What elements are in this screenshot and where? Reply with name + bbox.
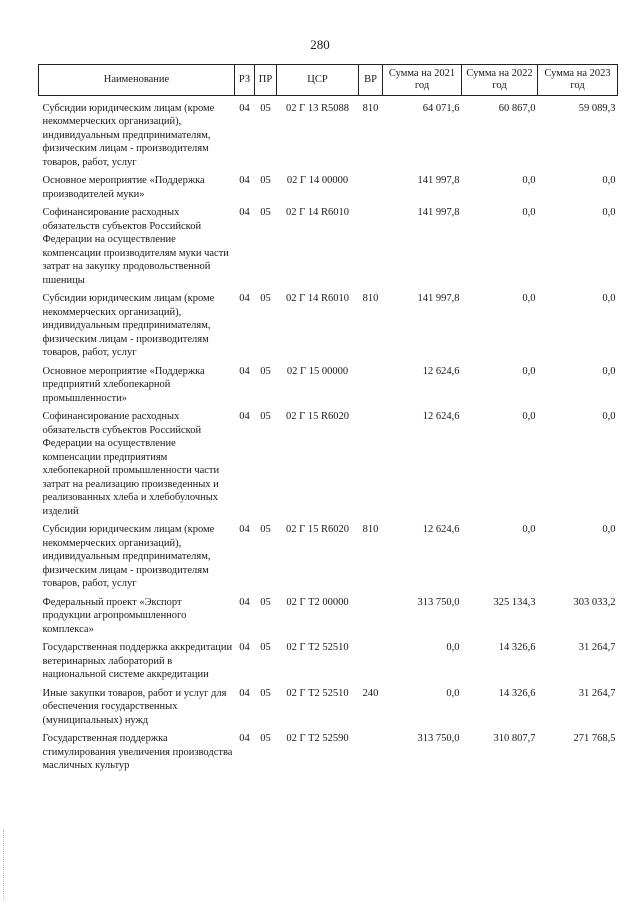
- row-rz: 04: [239, 642, 250, 653]
- row-name: Субсидии юридическим лицам (кроме некоммерческих организаций), индивидуальным предпринимателям, физическим лицам - производителям товаров, работ, услуг: [42, 524, 215, 589]
- row-pr: 05: [260, 733, 271, 744]
- row-rz: 04: [239, 733, 250, 744]
- row-csr: 02 Г 14 R6010: [286, 207, 349, 218]
- row-pr: 05: [260, 411, 271, 422]
- row-sum-2023: 31 264,7: [578, 642, 616, 653]
- row-sum-2021: 313 750,0: [417, 596, 460, 608]
- header-sum-2022: Сумма на 2022 год: [462, 65, 538, 96]
- table-body: [39, 96, 618, 778]
- row-name: Субсидии юридическим лицам (кроме некоммерческих организаций), индивидуальным предпринимателям, физическим лицам - производителям товаров, работ, услуг: [42, 293, 215, 358]
- row-sum-2022: 0,0: [522, 175, 536, 186]
- row-csr: 02 Г 14 00000: [286, 175, 349, 186]
- row-rz: 04: [239, 596, 250, 608]
- row-csr: 02 Г 14 R6010: [286, 293, 349, 304]
- row-pr: 05: [260, 365, 271, 377]
- page-number: 280: [310, 37, 330, 52]
- row-sum-2023: 0,0: [602, 175, 616, 186]
- scan-edge-mark: [3, 830, 5, 900]
- row-sum-2022: 0,0: [522, 524, 536, 535]
- table-row: [39, 206, 618, 292]
- row-name: Федеральный проект «Экспорт продукции агропромышленного комплекса»: [42, 596, 187, 635]
- row-vr: 810: [362, 524, 379, 535]
- row-sum-2022: 14 326,6: [498, 642, 536, 653]
- row-sum-2023: 0,0: [602, 524, 616, 535]
- header-sum-2023: Сумма на 2023 год: [538, 65, 618, 96]
- row-rz: 04: [239, 102, 250, 114]
- row-pr: 05: [260, 293, 271, 304]
- row-name: Иные закупки товаров, работ и услуг для обеспечения государственных (муниципальных) нужд: [42, 687, 227, 726]
- row-sum-2023: 0,0: [602, 207, 616, 218]
- header-csr: ЦСР: [277, 65, 359, 96]
- table-row: [39, 292, 618, 365]
- header-name: Наименование: [39, 65, 235, 96]
- row-sum-2021: 0,0: [446, 642, 460, 653]
- row-pr: 05: [260, 687, 271, 699]
- row-pr: 05: [260, 642, 271, 653]
- row-vr: 810: [362, 293, 379, 304]
- row-csr: 02 Г 15 00000: [286, 365, 349, 377]
- row-csr: 02 Г 15 R6020: [286, 411, 349, 422]
- row-name: Основное мероприятие «Поддержка производителей муки»: [42, 175, 205, 200]
- row-sum-2021: 141 997,8: [417, 293, 460, 304]
- row-pr: 05: [260, 175, 271, 186]
- row-sum-2022: 0,0: [522, 411, 536, 422]
- row-name: Государственная поддержка стимулирования увеличения производства масличных культур: [42, 733, 233, 771]
- row-csr: 02 Г Т2 52510: [286, 687, 349, 699]
- row-sum-2021: 12 624,6: [422, 524, 460, 535]
- table-row: [39, 523, 618, 596]
- row-sum-2021: 12 624,6: [422, 365, 460, 377]
- row-csr: 02 Г Т2 00000: [286, 596, 349, 608]
- row-sum-2023: 0,0: [602, 365, 616, 377]
- row-rz: 04: [239, 365, 250, 377]
- row-name: Софинансирование расходных обязательств субъектов Российской Федерации на осуществление компенсации предприятиям хлебопекарной промышленности части затрат на реализацию произведенных и реализованных хлеба и хлебобулочных изделий: [42, 411, 220, 517]
- row-sum-2023: 59 089,3: [578, 102, 616, 114]
- row-rz: 04: [239, 411, 250, 422]
- row-csr: 02 Г 15 R6020: [286, 524, 349, 535]
- row-vr: [359, 174, 383, 206]
- table-row: [39, 641, 618, 687]
- row-name: Основное мероприятие «Поддержка предприятий хлебопекарной промышленности»: [42, 365, 205, 404]
- header-vr: ВР: [359, 65, 383, 96]
- row-sum-2021: 0,0: [446, 687, 460, 699]
- row-name: Софинансирование расходных обязательств субъектов Российской Федерации на осуществление компенсации производителям муки части затрат на закупку продовольственной пшеницы: [42, 207, 229, 286]
- table-row: [39, 596, 618, 642]
- row-vr: [359, 596, 383, 642]
- row-sum-2022: 325 134,3: [493, 596, 536, 608]
- table-row: [39, 102, 618, 175]
- header-rz: РЗ: [235, 65, 255, 96]
- row-vr: [359, 732, 383, 778]
- row-rz: 04: [239, 687, 250, 699]
- row-rz: 04: [239, 524, 250, 535]
- row-vr: [359, 641, 383, 687]
- table-row: [39, 687, 618, 733]
- row-sum-2022: 60 867,0: [498, 102, 536, 114]
- row-sum-2021: 141 997,8: [417, 207, 460, 218]
- header-sum-2021: Сумма на 2021 год: [383, 65, 462, 96]
- row-sum-2023: 0,0: [602, 293, 616, 304]
- row-name: Государственная поддержка аккредитации ветеринарных лабораторий в национальной системе аккредитации: [42, 642, 233, 680]
- row-sum-2022: 0,0: [522, 207, 536, 218]
- row-pr: 05: [260, 207, 271, 218]
- row-sum-2021: 64 071,6: [422, 102, 460, 114]
- table-row: [39, 410, 618, 523]
- row-csr: 02 Г Т2 52590: [286, 733, 349, 744]
- row-rz: 04: [239, 175, 250, 186]
- row-rz: 04: [239, 293, 250, 304]
- table-header: [39, 65, 618, 96]
- row-vr: [359, 206, 383, 292]
- row-vr: [359, 365, 383, 411]
- row-sum-2022: 310 807,7: [493, 733, 536, 744]
- row-sum-2021: 141 997,8: [417, 175, 460, 186]
- row-vr: 810: [362, 102, 379, 114]
- row-csr: 02 Г Т2 52510: [286, 642, 349, 653]
- row-sum-2021: 12 624,6: [422, 411, 460, 422]
- row-pr: 05: [260, 596, 271, 608]
- table-row: [39, 732, 618, 778]
- row-rz: 04: [239, 207, 250, 218]
- row-sum-2023: 271 768,5: [573, 733, 616, 744]
- row-pr: 05: [260, 102, 271, 114]
- header-pr: ПР: [255, 65, 277, 96]
- row-sum-2022: 0,0: [522, 365, 536, 377]
- row-sum-2022: 0,0: [522, 293, 536, 304]
- table-row: [39, 365, 618, 411]
- row-name: Субсидии юридическим лицам (кроме некоммерческих организаций), индивидуальным предпринимателям, физическим лицам - производителям товаров, работ, услуг: [42, 102, 215, 168]
- row-sum-2022: 14 326,6: [498, 687, 536, 699]
- row-sum-2023: 0,0: [602, 411, 616, 422]
- row-pr: 05: [260, 524, 271, 535]
- row-sum-2023: 303 033,2: [573, 596, 616, 608]
- table-row: [39, 174, 618, 206]
- row-vr: [359, 410, 383, 523]
- row-csr: 02 Г 13 R5088: [286, 102, 349, 114]
- row-sum-2021: 313 750,0: [417, 733, 460, 744]
- budget-table: [38, 64, 618, 778]
- row-vr: 240: [362, 687, 379, 699]
- row-sum-2023: 31 264,7: [578, 687, 616, 699]
